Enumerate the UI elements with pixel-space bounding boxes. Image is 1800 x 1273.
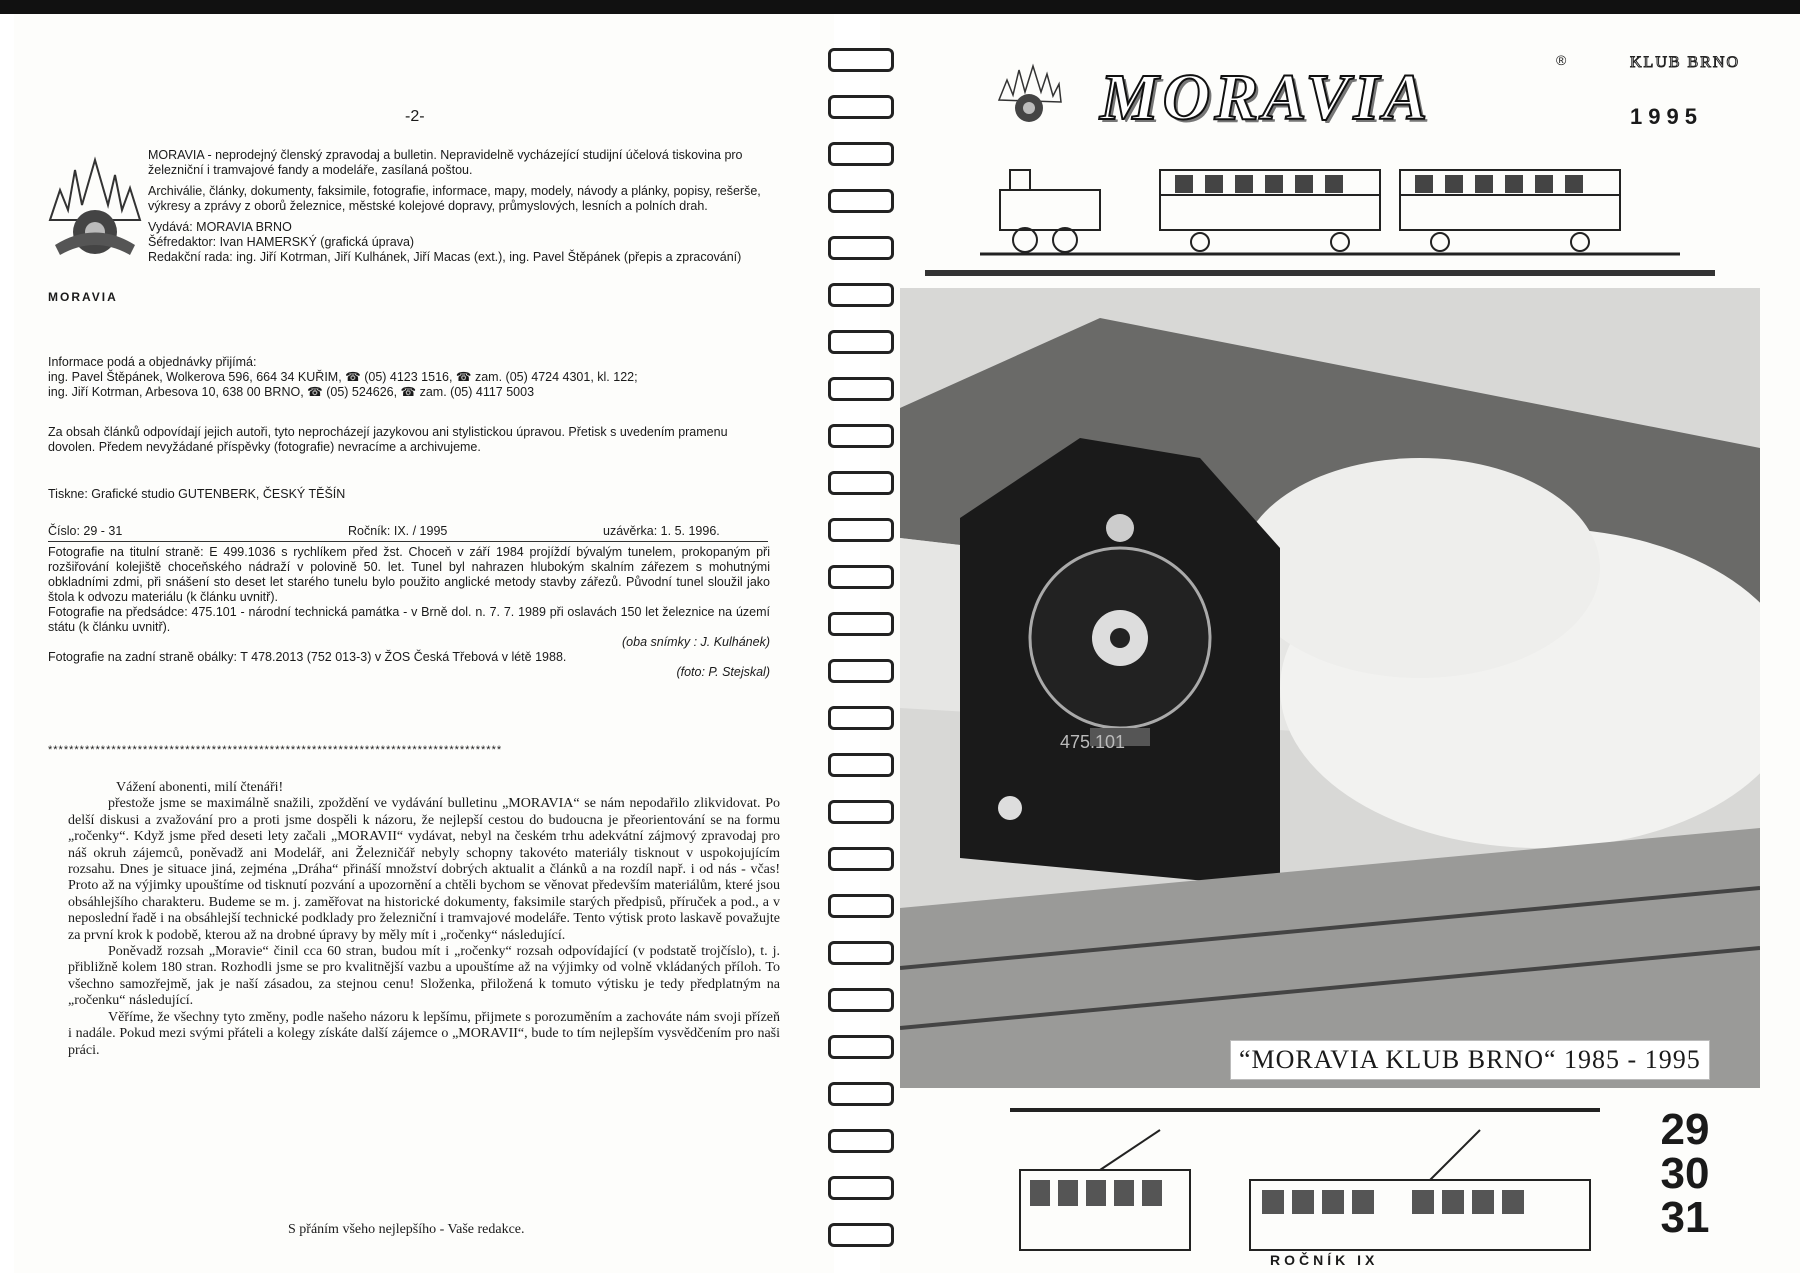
moravia-logo <box>993 60 1065 130</box>
photo-credit: (oba snímky : J. Kulhánek) <box>622 635 770 649</box>
binding-ring <box>828 48 894 72</box>
volume-label: ROČNÍK IX <box>1270 1252 1379 1268</box>
contact-line: Informace podá a objednávky přijímá: <box>48 355 257 369</box>
binding-ring <box>828 847 894 871</box>
binding-ring <box>828 659 894 683</box>
binding-ring <box>828 1035 894 1059</box>
cover-photo-note: Fotografie na titulní straně: E 499.1036 s rychlíkem před žst. Choceň v září 1984 projíždí bývalým tunelem, prokopaným při rozšiřování kolejiště choceňského nádraží v polovině 50. let. Tunel byl nahrazen hlubokým skalním zářezem s mohutnými obkladními zdmi, při snášení sto deset let starého tunelu bylo použito anglické metody stavby zářezů. Původní tunel sloužil jako štola k odvozu materiálu (k článku uvnitř). <box>48 545 770 604</box>
issue-number: 29 <box>1660 1105 1710 1154</box>
intro-paragraph: MORAVIA - neprodejný členský zpravodaj a bulletin. Nepravidelně vycházející studijní účelová tiskovina pro železniční i tramvajové fandy a modeláře, zasílaná poštou. <box>148 148 743 177</box>
intro-text <box>148 148 766 271</box>
binding-ring <box>828 518 894 542</box>
binding-ring <box>828 612 894 636</box>
cover-year: 1995 <box>1630 104 1703 129</box>
binding-ring <box>828 142 894 166</box>
volume: Ročník: IX. / 1995 <box>348 524 448 538</box>
deadline: uzávěrka: 1. 5. 1996. <box>603 524 720 538</box>
editor: Šéfredaktor: Ivan HAMERSKÝ (grafická úprava) <box>148 235 415 249</box>
loco-number-plate: 475.101 <box>1060 732 1126 752</box>
binding-ring <box>828 941 894 965</box>
binding-ring <box>828 330 894 354</box>
salutation: Vážení abonenti, milí čtenáři! <box>116 780 284 795</box>
binding-ring <box>828 565 894 589</box>
train-illustration <box>980 160 1680 260</box>
scan-top-border <box>0 0 1800 14</box>
back-cover-photo-note: Fotografie na zadní straně obálky: T 478.2013 (752 013-3) v ŽOS Česká Třebová v létě 1988. <box>48 650 567 664</box>
locomotive-photo <box>900 288 1760 1088</box>
letter-paragraph: Věříme, že všechny tyto změny, podle našeho názoru k lepšímu, přijmete s porozuměním a zachováte nám svoji přízeň i nadále. Pokud mezi svými přáteli a kolegy získáte další zájemce o „MORAVII“, bude to tím nejlepším vysvědčením pro naši práci. <box>68 1009 780 1058</box>
klub-brno: KLUB BRNO <box>1630 54 1741 71</box>
intro-paragraph: Archiválie, články, dokumenty, faksimile, fotografie, informace, mapy, modely, návody a plánky, popisy, rešerše, výkresy a zprávy z oborů železnice, městské kolejové dopravy, průmyslových, lesních a polních drah. <box>148 184 761 213</box>
photo-caption: “MORAVIA KLUB BRNO“ 1985 - 1995 <box>1230 1040 1710 1080</box>
disclaimer: Za obsah článků odpovídají jejich autoři, tyto neprocházejí jazykovou ani stylistickou úpravou. Přetisk s uvedením pramenu dovolen. Předem nevyžádané příspěvky (fotografie) nevracíme a archivujeme. <box>48 425 728 454</box>
binding-ring <box>828 894 894 918</box>
binding-ring <box>828 424 894 448</box>
binding-ring <box>828 377 894 401</box>
photo-notes <box>48 545 770 680</box>
tram-illustration <box>1000 1100 1610 1270</box>
contact-line: ing. Pavel Štěpánek, Wolkerova 596, 664 34 KUŘIM, ☎ (05) 4123 1516, ☎ zam. (05) 4724 4301, kl. 122; <box>48 370 638 384</box>
issue-number: Číslo: 29 - 31 <box>48 524 123 538</box>
issue-number: 30 <box>1660 1149 1710 1198</box>
binding-ring <box>828 988 894 1012</box>
binding-ring <box>828 189 894 213</box>
issue-number: 31 <box>1660 1193 1710 1242</box>
signature: S přáním všeho nejlepšího - Vaše redakce. <box>288 1222 525 1237</box>
spiral-binding <box>828 48 892 1273</box>
star-divider: ************************************************************************************** <box>48 744 503 756</box>
editorial-letter <box>68 780 780 1059</box>
letter-paragraph: Poněvadž rozsah „Moravie“ činil cca 60 stran, budou mít i „ročenky“ rozsah odpovídající (v podstatě trojčíslo), t. j. přibližně kolem 180 stran. Rozhodli jsme se pro kvalitnější vazbu a upouštíme až na výjimky od volně vkládaných příloh. To všechno samozřejmě, jak je naší zásadou, za stejnou cenu! Složenka, přiložená k tomuto výtisku je tedy předplatným na „ročenku“ následující. <box>68 944 780 1009</box>
logo-label: MORAVIA <box>48 290 118 304</box>
header-rule <box>925 270 1715 276</box>
binding-ring <box>828 283 894 307</box>
cover-title: MORAVIA <box>1100 61 1432 134</box>
binding-ring <box>828 753 894 777</box>
issue-info-row <box>48 524 768 542</box>
binding-ring <box>828 236 894 260</box>
binding-ring <box>828 1129 894 1153</box>
binding-ring <box>828 95 894 119</box>
registered-mark: ® <box>1556 52 1567 68</box>
binding-ring <box>828 471 894 495</box>
printer: Tiskne: Grafické studio GUTENBERK, ČESKÝ TĚŠÍN <box>48 487 346 501</box>
page-number: -2- <box>405 108 425 125</box>
contact-line: ing. Jiří Kotrman, Arbesova 10, 638 00 BRNO, ☎ (05) 524626, ☎ zam. (05) 4117 5003 <box>48 385 535 399</box>
issue-numbers <box>1650 1105 1720 1242</box>
binding-ring <box>828 1082 894 1106</box>
binding-ring <box>828 1223 894 1247</box>
publisher: Vydává: MORAVIA BRNO <box>148 220 292 234</box>
binding-ring <box>828 800 894 824</box>
binding-ring <box>828 706 894 730</box>
moravia-logo <box>40 150 150 270</box>
letter-paragraph: přestože jsme se maximálně snažili, zpoždění ve vydávání bulletinu „MORAVIA“ se nám nepodařilo zlikvidovat. Po delší diskusi a zvažování pro a proti jsme dospěli k názoru, že nejlepší cestou do budoucna je přeorientování se na formu „ročenky“. Když jsme před deseti lety začali „MORAVII“ vydávat, nebyl na českém trhu adekvátní zájmový zpravodaj pro náš okruh zájemců, poněvadž ani Modelář, ani Železničář nebyly schopny takovéto materiály tisknout v uspokojujícím rozsahu. Dnes je situace jiná, zejména „Dráha“ přináší množství dobrých aktualit a článků a na rozdíl např. i od nás - včas! Proto až na výjimky upouštíme od tisknutí pozvání a upozornění a chtěli bychom se věnovat především materiálům, které jsou obsáhlejšího charakteru. Budeme se m. j. zaměřovat na historické dokumenty, faksimile starých předpisů, příruček a pod., a v neposlední řadě i na obsáhlejší technické podklady pro železniční i tramvajové modeláře. Tento výtisk proto laskavě považujte za první krok k podobě, kterou až na drobné úpravy by měly mít i „ročenky“ následující. <box>68 796 780 943</box>
editorial-board: Redakční rada: ing. Jiří Kotrman, Jiří Kulhánek, Jiří Macas (ext.), ing. Pavel Štěpánek (přepis a zpracování) <box>148 250 742 264</box>
photo-credit: (foto: P. Stejskal) <box>676 665 770 679</box>
endpaper-photo-note: Fotografie na předsádce: 475.101 - národní technická památka - v Brně dol. n. 7. 7. 1989 při oslavách 150 let železnice na území státu (k článku uvnitř). <box>48 605 770 634</box>
binding-ring <box>828 1176 894 1200</box>
contact-info <box>48 355 768 400</box>
